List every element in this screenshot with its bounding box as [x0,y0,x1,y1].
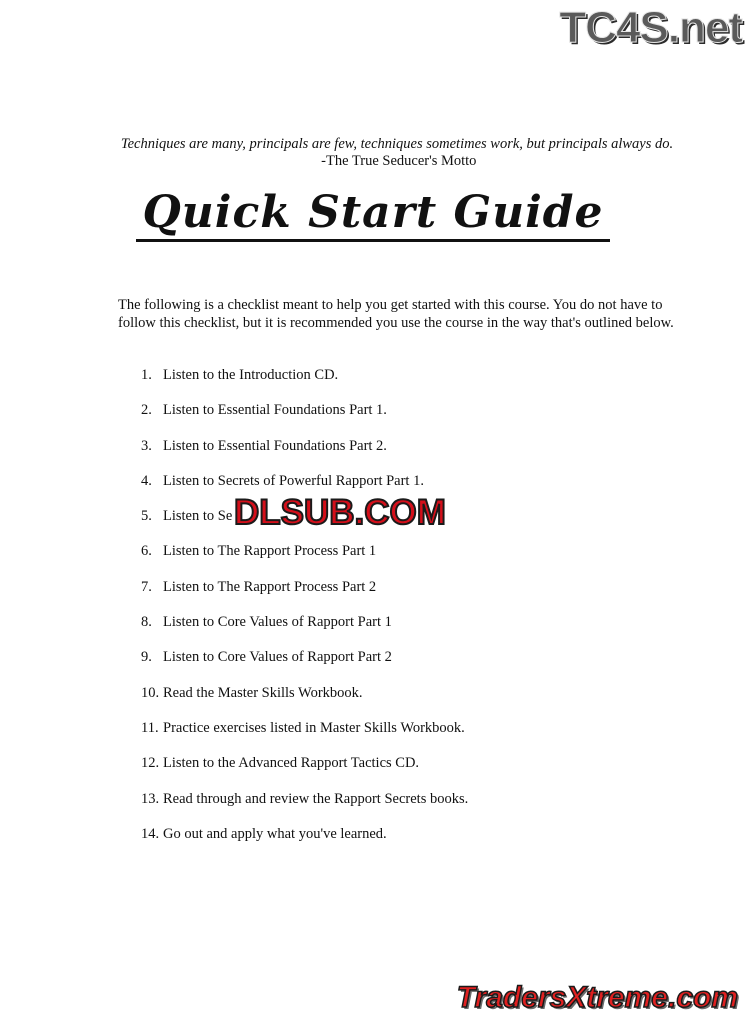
item-text: Listen to the Introduction CD. [163,367,339,383]
motto-attribution: -The True Seducer's Motto [321,153,477,169]
item-number: 13. [141,790,160,807]
watermark-tradersxtreme: TradersXtreme.com [456,981,738,1014]
page-title [0,186,746,240]
item-number: 6. [141,543,152,560]
checklist-item [141,790,468,825]
item-text: Listen to Secrets of Powerful Rapport Part 1. [163,472,424,489]
item-number: 12. [141,755,160,772]
item-text: Listen to Core Values of Rapport Part 1 [163,614,392,631]
item-number: 10. [141,684,160,701]
checklist-item [141,719,468,754]
item-text: Listen to The Rapport Process Part 2 [163,578,377,595]
motto-quote [120,136,674,170]
item-text: Listen to Se [163,508,233,525]
item-number: 11. [141,719,159,736]
checklist-item [141,366,468,401]
item-text: Listen to Core Values of Rapport Part 2 [163,649,392,666]
item-text: Practice exercises listed in Master Skills Workbook. [163,719,465,736]
item-text: Listen to the Advanced Rapport Tactics CD. [163,755,420,772]
checklist-item [141,401,468,436]
item-number: 9. [141,649,152,666]
checklist-item [141,648,468,683]
item-number: 4. [141,472,152,489]
watermark-tc4s: TC4S.net [559,3,742,52]
item-text: Listen to Essential Foundations Part 1. [163,402,387,419]
item-text: Listen to Essential Foundations Part 2. [163,437,387,454]
checklist-item [141,754,468,789]
item-text: Read through and review the Rapport Secrets books. [163,790,469,807]
intro-paragraph: The following is a checklist meant to help you get started with this course. You do not have to follow this checklist, but it is recommended you use the course in the way that's outlined below. [118,297,674,331]
checklist-item [141,825,468,860]
item-number: 2. [141,402,152,419]
checklist-item [141,613,468,648]
item-number: 5. [141,508,152,525]
checklist-item [141,437,468,472]
item-number: 7. [141,578,152,595]
checklist-item [141,684,468,719]
item-number: 3. [141,437,152,454]
item-number: 8. [141,614,152,631]
page-title-text: Quick Start Guide [136,187,609,242]
item-number: 14. [141,825,160,842]
motto-text: Techniques are many, principals are few, techniques sometimes work, but principals always do. [120,136,674,152]
item-number: 1. [141,367,152,383]
watermark-dlsub: DLSUB.COM [234,493,446,532]
checklist [141,366,468,860]
checklist-item [141,542,468,577]
item-text: Read the Master Skills Workbook. [163,684,363,701]
item-text: Listen to The Rapport Process Part 1 [163,543,377,560]
item-text: Go out and apply what you've learned. [163,825,387,842]
checklist-item [141,578,468,613]
